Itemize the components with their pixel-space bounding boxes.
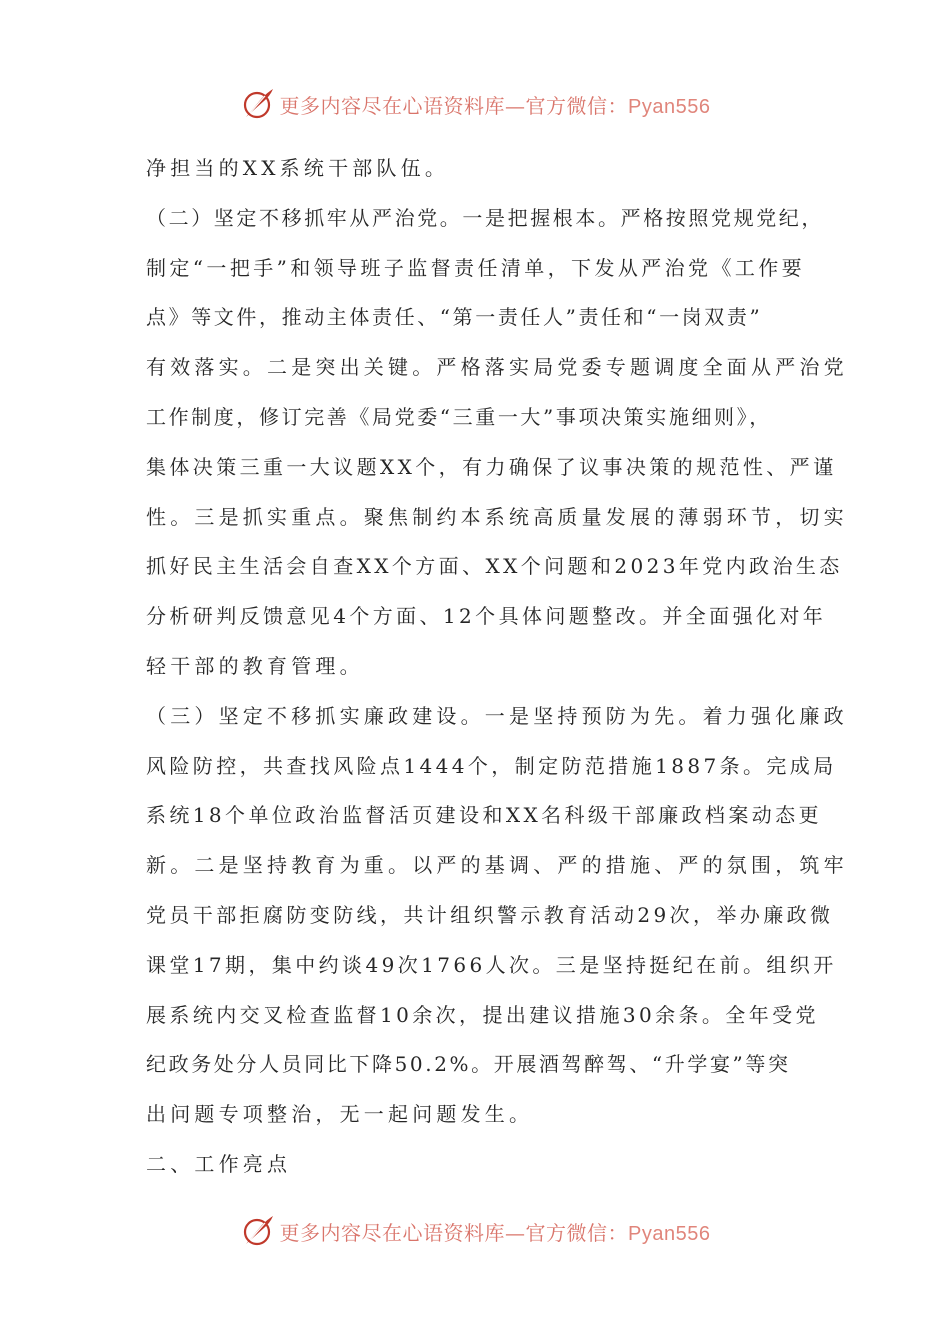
text-line: 抓好民主生活会自查XX个方面、XX个问题和2023年党内政治生态 xyxy=(146,554,843,579)
watermark-label: 更多内容尽在心语资料库—官方微信： xyxy=(279,1220,629,1245)
text-line: 风险防控，共查找风险点1444个，制定防范措施1887条。完成局 xyxy=(146,753,837,778)
text-line: 新。二是坚持教育为重。以严的基调、严的措施、严的氛围，筑牢 xyxy=(146,853,848,878)
text-line: 工作制度，修订完善《局党委“三重一大”事项决策实施细则》， xyxy=(146,404,772,429)
watermark-text xyxy=(280,1217,711,1246)
text-line: （二）坚定不移抓牢从严治党。一是把握根本。严格按照党规党纪， xyxy=(146,205,824,230)
quill-logo-icon xyxy=(240,86,276,122)
watermark-text xyxy=(280,90,711,119)
watermark-wechat-id: Pyan556 xyxy=(628,1222,711,1245)
watermark-wechat-id: Pyan556 xyxy=(628,95,711,118)
document-body xyxy=(146,144,848,1190)
quill-logo-icon xyxy=(240,1213,276,1249)
text-line: 有效落实。二是突出关键。严格落实局党委专题调度全面从严治党 xyxy=(146,355,848,380)
text-line: 党员干部拒腐防变防线，共计组织警示教育活动29次，举办廉政微 xyxy=(146,902,834,927)
text-line: 展系统内交叉检查监督10余次，提出建议措施30余条。全年受党 xyxy=(146,1002,819,1027)
text-line: 系统18个单位政治监督活页建设和XX名科级干部廉政档案动态更 xyxy=(146,803,822,828)
text-line: 制定“一把手”和领导班子监督责任清单，下发从严治党《工作要 xyxy=(146,255,806,280)
text-line: 纪政务处分人员同比下降50.2%。开展酒驾醉驾、“升学宴”等突 xyxy=(146,1052,791,1077)
footer-watermark xyxy=(0,1211,950,1251)
text-line: （三）坚定不移抓实廉政建设。一是坚持预防为先。着力强化廉政 xyxy=(146,703,848,728)
text-line: 轻干部的教育管理。 xyxy=(146,653,364,678)
section-heading: 二、工作亮点 xyxy=(146,1151,292,1176)
text-line: 净担当的XX系统干部队伍。 xyxy=(146,156,450,180)
header-watermark xyxy=(0,84,950,124)
text-line: 出问题专项整治，无一起问题发生。 xyxy=(146,1102,534,1127)
watermark-label: 更多内容尽在心语资料库—官方微信： xyxy=(279,93,629,118)
text-line: 分析研判反馈意见4个方面、12个具体问题整改。并全面强化对年 xyxy=(146,604,827,629)
text-line: 性。三是抓实重点。聚焦制约本系统高质量发展的薄弱环节，切实 xyxy=(146,504,848,529)
text-line: 点》等文件，推动主体责任、“第一责任人”责任和“一岗双责” xyxy=(146,305,763,330)
text-line: 集体决策三重一大议题XX个，有力确保了议事决策的规范性、严谨 xyxy=(146,454,837,479)
text-line: 课堂17期，集中约谈49次1766人次。三是坚持挺纪在前。组织开 xyxy=(146,952,837,977)
